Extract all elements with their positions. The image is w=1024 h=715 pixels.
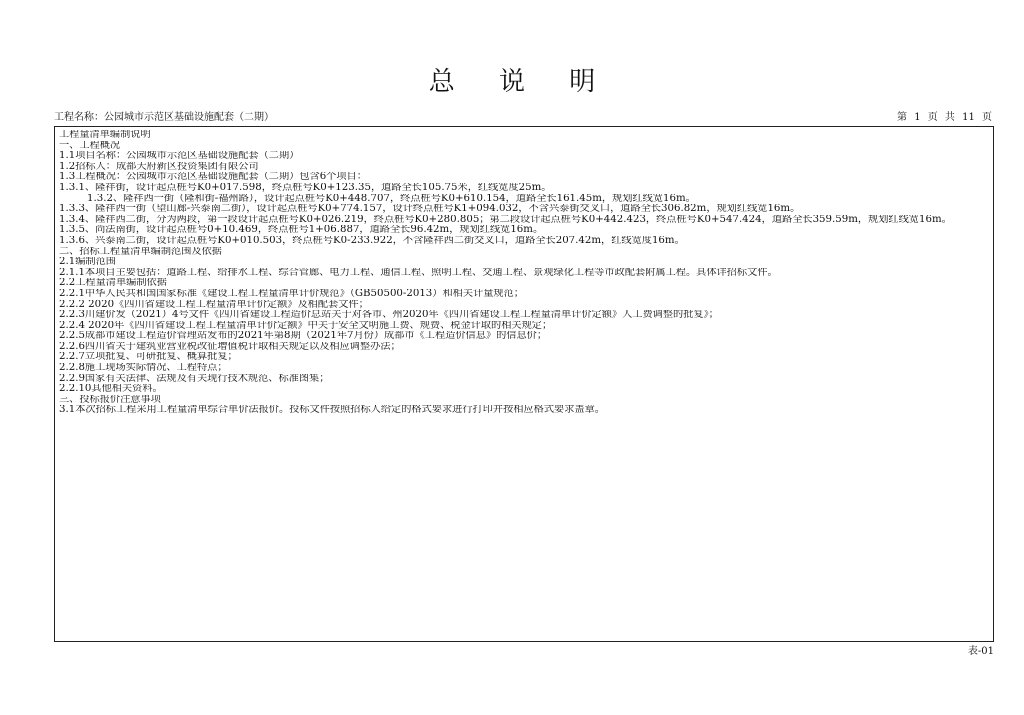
text-line: 3.1本次招标工程采用工程量清单综合单价法报价。投标文件按照招标人给定的格式要求进行打印并按相应格式要求盖章。 <box>59 405 605 416</box>
text-line: 2.1.1本项目主要包括：道路工程、给排水工程、综合管廊、电力工程、通信工程、照明工程、交通工程、景观绿化工程等市政配套附属工程。具体详招标文件。 <box>59 267 778 278</box>
text-line: 1.3工程概况：公园城市示范区基础设施配套（二期）包含6个项目： <box>59 172 367 183</box>
text-line: 2.2.4 2020年《四川省建设工程工程量清单计价定额》中关于安全文明施工费、规费、税金计取的相关规定； <box>59 320 553 331</box>
text-line: 1.1项目名称：公园城市示范区基础设施配套（二期） <box>59 151 300 162</box>
form-number: 表-01 <box>967 646 994 657</box>
text-line: 1.2招标人：成都天府新区投资集团有限公司 <box>59 161 259 172</box>
text-line: 1.3.1、隆祥街，设计起点桩号K0+017.598，终点桩号K0+123.35，道路全长105.75米，红线宽度25m。 <box>59 182 552 193</box>
description-body <box>59 130 989 416</box>
header-row <box>54 111 994 125</box>
text-line: 2.2.3川建价发（2021）4号文件《四川省建设工程造价总站关于对各市、州2020年《四川省建设工程工程量清单计价定额》人工费调整的批复》； <box>59 310 719 321</box>
page-indicator: 第 1 页 共 11 页 <box>897 112 992 123</box>
text-line: 三、投标报价注意事项 <box>59 394 161 405</box>
project-name: 工程名称：公园城市示范区基础设施配套（二期） <box>54 112 274 123</box>
document-title: 总 说 明 <box>428 67 614 97</box>
text-line: 工程量清单编制说明 <box>59 130 151 140</box>
text-line: 2.2.5成都市建设工程造价管理站发布的2021年第8期（2021年7月份）成都市《工程造价信息》的信息价； <box>59 331 548 342</box>
text-line: 1.3.5、尚法南街，设计起点桩号0+10.469，终点桩号1+06.887，道路全长96.42m，规划红线宽16m。 <box>59 225 544 236</box>
content-frame <box>54 126 994 642</box>
text-line: 1.3.3、隆祥西一街（望山廊-兴泰南二街），设计起点桩号K0+774.157，设计终点桩号K1+094.032，不含兴泰街交叉口，道路全长306.82m，规划红线宽16m。 <box>59 204 801 215</box>
text-line: 1.3.6、兴泰南二街，设计起点桩号K0+010.503，终点桩号K0-233.922，不含隆祥西二街交叉口，道路全长207.42m，红线宽度16m。 <box>59 235 685 246</box>
text-line: 2.2.7立项批复、可研批复、概算批复； <box>59 352 238 363</box>
text-line: 1.3.2、隆祥西一街（隆和街-福州路），设计起点桩号K0+448.707，终点桩号K0+610.154，道路全长161.45m，规划红线宽16m。 <box>87 193 696 204</box>
text-line: 一、工程概况 <box>59 140 121 151</box>
text-line: 2.2.10其他相关资料。 <box>59 384 163 395</box>
text-line: 2.2.1中华人民共和国国家标准《建设工程工程量清单计价规范》（GB50500-2013）和相关计量规范； <box>59 288 524 299</box>
text-line: 2.2.6四川省关于建筑业营业税改征增值税计取相关规定以及相应调整办法； <box>59 341 401 352</box>
text-line: 1.3.4、隆祥西二街，分为两段，第一段设计起点桩号K0+026.219，终点桩号K0+280.805；第二段设计起点桩号K0+442.423，终点桩号K0+547.424，道路全长359.59m，规划红线宽16m。 <box>59 214 952 225</box>
text-line: 二、招标工程量清单编制范围及依据 <box>59 246 222 257</box>
text-line: 2.2工程量清单编制依据 <box>59 278 167 289</box>
text-line: 2.2.2 2020《四川省建设工程工程量清单计价定额》及相配套文件； <box>59 299 369 310</box>
text-line: 2.2.8施工现场实际情况、工程特点； <box>59 363 228 374</box>
text-line: 2.2.9国家有关法律、法规及有关现行技术规范、标准图集； <box>59 373 330 384</box>
text-line: 2.1编制范围 <box>59 257 116 268</box>
